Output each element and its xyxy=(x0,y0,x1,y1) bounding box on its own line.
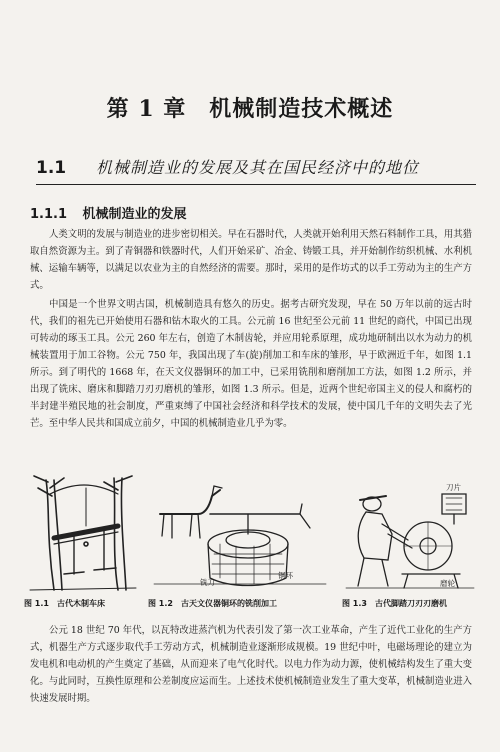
milling-cutter-label: 铣刀 xyxy=(200,578,215,587)
figure-1-3 xyxy=(342,474,478,608)
chapter-title: 第 1 章 机械制造技术概述 xyxy=(106,96,394,122)
subsection-title: 机械制造业的发展 xyxy=(82,207,187,222)
figure-1-2-title: 古天文仪器铜环的铣削加工 xyxy=(180,599,277,608)
figure-1-3-title: 古代脚踏刀刃刃磨机 xyxy=(374,599,447,608)
figure-1-1 xyxy=(24,474,142,608)
figure-1-3-caption xyxy=(342,598,447,609)
wooden-lathe-illustration xyxy=(24,474,142,592)
subsection-number: 1.1.1 xyxy=(30,207,68,222)
paragraph-2: 中国是一个世界文明古国，机械制造具有悠久的历史。据考古研究发现，早在 50 万年以前的远古时代，我们的祖先已开始使用石器和钻木取火的工具。公元前 16 世纪至公元前 11 世纪的商代，中国已出现可转动的琢玉工具。公元 260 年左右，创造了木制齿轮，并应用轮系原理，成功地研制出以水为动力的机械装置用于加工谷物。公元 750 年，我国出现了车(旋)削加工和车床的雏形，早于欧洲近千年，如图 1.1 所示。到了明代的 1668 年，在天文仪器铜环的加工中，已采用铣削和磨削加工方法，如图 1.2 所示，并出现了铣床、磨床和脚踏刀刃刃磨机的雏形，如图 1.3 所示。但是，近两个世纪帝国主义的侵人和腐朽的半封建半殖民地的社会制度，严重束缚了中国社会经济和科学技术的发展，使中国几千年的文明失去了光芒。至中华人民共和国成立前夕，中国的机械制造业几乎为零。 xyxy=(30,299,472,429)
section-title: 机械制造业的发展及其在国民经济中的地位 xyxy=(96,158,420,177)
subsection-heading xyxy=(30,203,187,222)
paragraph-1: 人类文明的发展与制造业的进步密切相关。早在石器时代，人类就开始利用天然石料制作工具，用其猎取自然资源为主。到了青铜器和铁器时代，人们开始采矿、冶金、铸锻工具，并开始制作纺织机械、水利机械、运输车辆等，以满足以农业为主的自然经济的需要。那时，采用的是作坊式的以手工劳动为主的生产方式。 xyxy=(30,229,472,291)
section-number: 1.1 xyxy=(36,158,67,178)
blade-label: 刀片 xyxy=(446,483,461,492)
section-heading xyxy=(36,155,476,185)
paragraph-3: 公元 18 世纪 70 年代，以瓦特改进蒸汽机为代表引发了第一次工业革命，产生了近代工业化的生产方式，机器生产方式逐步取代手工劳动方式，机械制造业逐渐形成规模。19 世纪中叶，电磁场理论的建立为发电机和电动机的产生奠定了基础，从而迎来了电气化时代。以电力作为动力源，使机械结构发生了重大变化。与此同时，互换性原理和公差制度应运而生。上述技术使机械制造业发生了重大变革，机械制造业进入快速发展时期。 xyxy=(30,625,472,704)
figure-1-1-title: 古代木制车床 xyxy=(56,599,105,608)
bronze-ring-milling-illustration xyxy=(150,474,330,592)
figure-1-1-caption xyxy=(24,598,105,609)
figure-1-2-caption xyxy=(148,598,277,609)
figure-1-2 xyxy=(148,474,330,608)
figure-1-3-number: 图 1.3 xyxy=(342,599,367,608)
bronze-ring-label: 铜环 xyxy=(278,571,293,580)
grinding-wheel-label: 磨轮 xyxy=(440,579,455,588)
figure-row xyxy=(22,474,478,609)
figure-1-2-number: 图 1.2 xyxy=(148,599,173,608)
figure-1-1-number: 图 1.1 xyxy=(24,599,49,608)
